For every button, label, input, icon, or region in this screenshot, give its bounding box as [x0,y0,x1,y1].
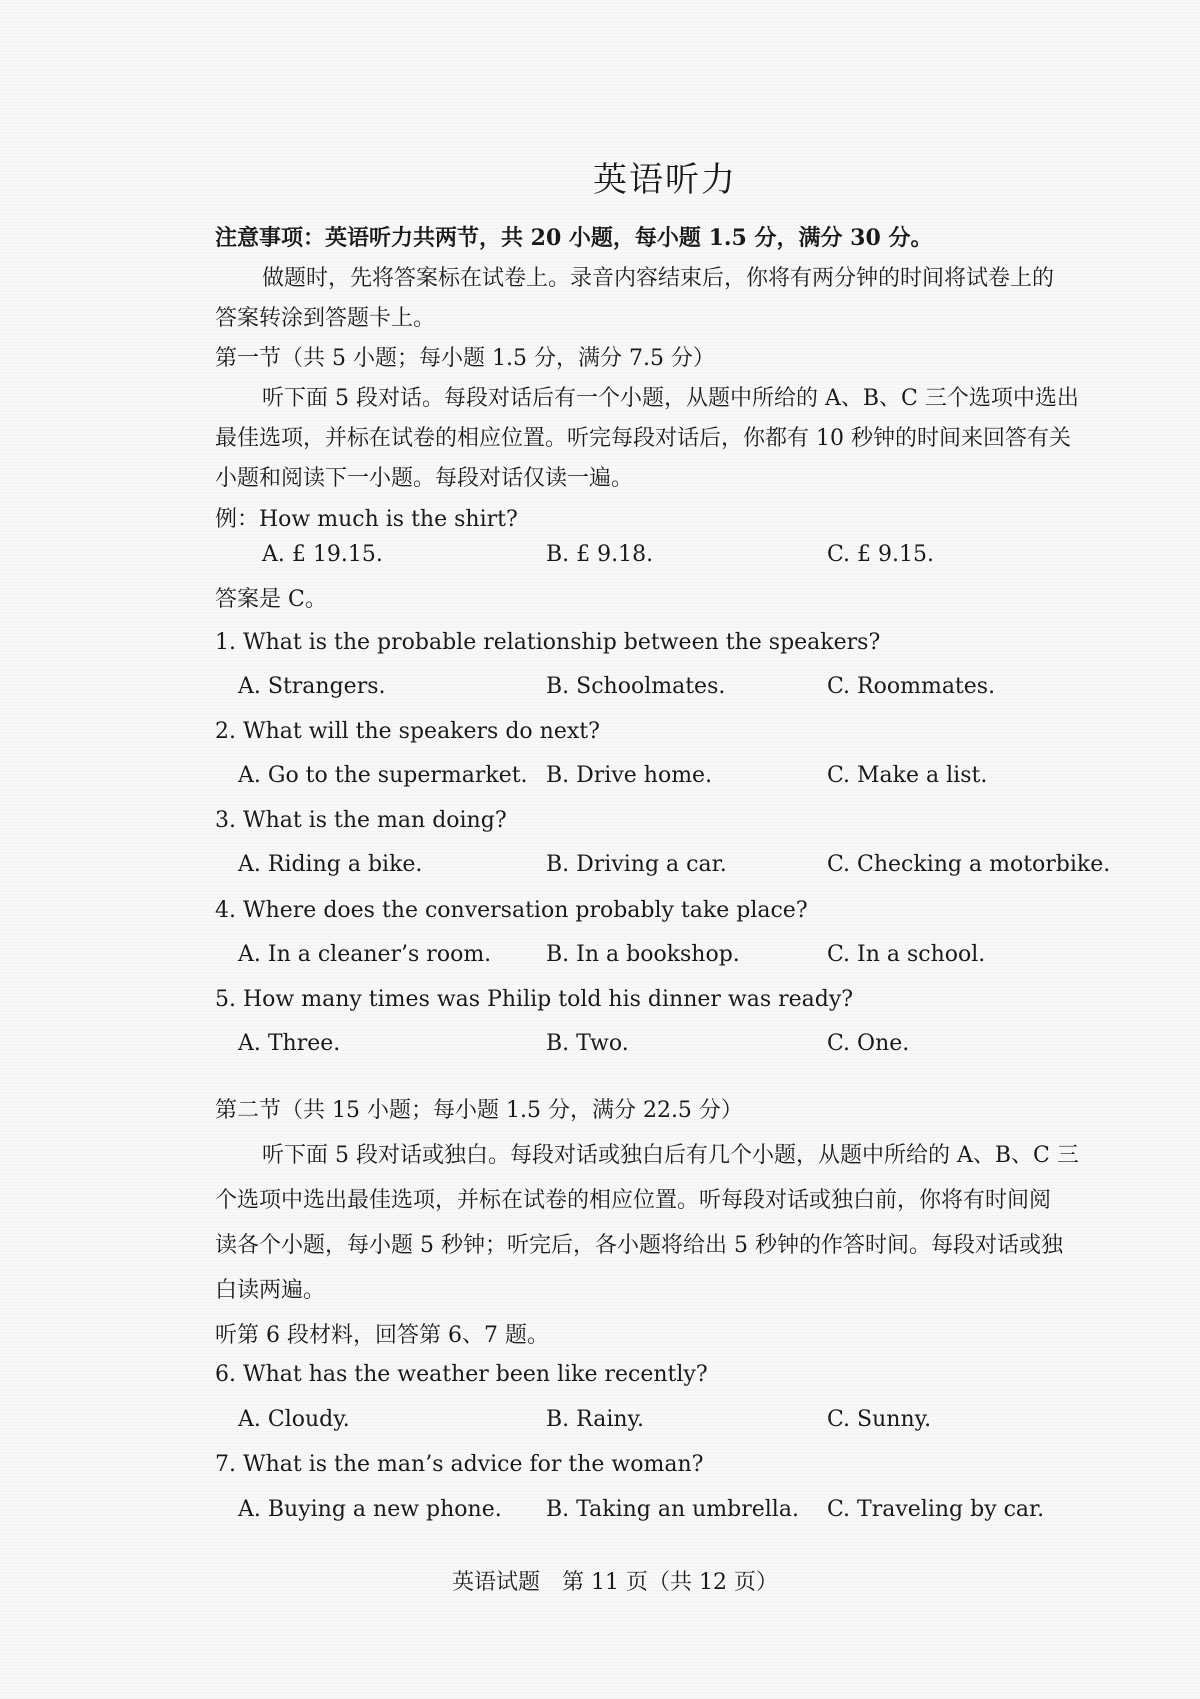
q3-option-b: B. Driving a car. [546,852,727,877]
question-2: 2. What will the speakers do next? [215,719,600,744]
question-1: 1. What is the probable relationship between the speakers? [215,630,881,655]
section1-desc-1: 听下面 5 段对话。每段对话后有一个小题，从题中所给的 A、B、C 三个选项中选出 [262,386,1079,411]
question-4: 4. Where does the conversation probably take place? [215,898,808,923]
question-6: 6. What has the weather been like recently? [215,1362,708,1387]
q5-option-c: C. One. [827,1031,910,1056]
q5-option-b: B. Two. [546,1031,629,1056]
q4-option-a: A. In a cleaner’s room. [238,942,492,967]
instruction-line-2: 答案转涂到答题卡上。 [215,306,436,331]
example-question: 例：How much is the shirt? [215,507,518,532]
section2-desc-3: 读各个小题，每小题 5 秒钟；听完后，各小题将给出 5 秒钟的作答时间。每段对话或独 [215,1233,1063,1258]
q7-option-a: A. Buying a new phone. [238,1497,502,1522]
q7-option-b: B. Taking an umbrella. [546,1497,799,1522]
example-answer: 答案是 C。 [215,587,327,612]
page-footer: 英语试题 第 11 页（共 12 页） [452,1570,778,1595]
page-title: 英语听力 [593,160,737,200]
section1-desc-2: 最佳选项，并标在试卷的相应位置。听完每段对话后，你都有 10 秒钟的时间来回答有关 [215,426,1071,451]
q2-option-a: A. Go to the supermarket. [238,763,528,788]
question-3: 3. What is the man doing? [215,808,507,833]
q1-option-b: B. Schoolmates. [546,674,726,699]
section2-desc-2: 个选项中选出最佳选项，并标在试卷的相应位置。听每段对话或独白前，你将有时间阅 [215,1188,1052,1213]
q6-option-a: A. Cloudy. [238,1407,350,1432]
q2-option-c: C. Make a list. [827,763,988,788]
q7-option-c: C. Traveling by car. [827,1497,1045,1522]
notice: 注意事项：英语听力共两节，共 20 小题，每小题 1.5 分，满分 30 分。 [215,225,933,251]
q3-option-c: C. Checking a motorbike. [827,852,1111,877]
question-7: 7. What is the man’s advice for the woman? [215,1452,704,1477]
q5-option-a: A. Three. [238,1031,341,1056]
example-option-b: B. £ 9.18. [546,542,654,567]
q6-option-c: C. Sunny. [827,1407,932,1432]
q3-option-a: A. Riding a bike. [238,852,423,877]
q4-option-b: B. In a bookshop. [546,942,740,967]
question-5: 5. How many times was Philip told his dinner was ready? [215,987,854,1012]
q2-option-b: B. Drive home. [546,763,713,788]
q4-option-c: C. In a school. [827,942,986,967]
section1-heading: 第一节（共 5 小题；每小题 1.5 分，满分 7.5 分） [215,346,715,371]
section2-heading: 第二节（共 15 小题；每小题 1.5 分，满分 22.5 分） [215,1098,743,1123]
instruction-line-1: 做题时，先将答案标在试卷上。录音内容结束后，你将有两分钟的时间将试卷上的 [262,266,1055,291]
example-option-c: C. £ 9.15. [827,542,935,567]
example-option-a: A. £ 19.15. [262,542,383,567]
q1-option-c: C. Roommates. [827,674,996,699]
q6-option-b: B. Rainy. [546,1407,645,1432]
section2-desc-1: 听下面 5 段对话或独白。每段对话或独白后有几个小题，从题中所给的 A、B、C 三 [262,1143,1079,1168]
section1-desc-3: 小题和阅读下一小题。每段对话仅读一遍。 [215,466,634,491]
section2-desc-4: 白读两遍。 [215,1278,326,1303]
section2-material: 听第 6 段材料，回答第 6、7 题。 [215,1323,549,1348]
q1-option-a: A. Strangers. [238,674,386,699]
